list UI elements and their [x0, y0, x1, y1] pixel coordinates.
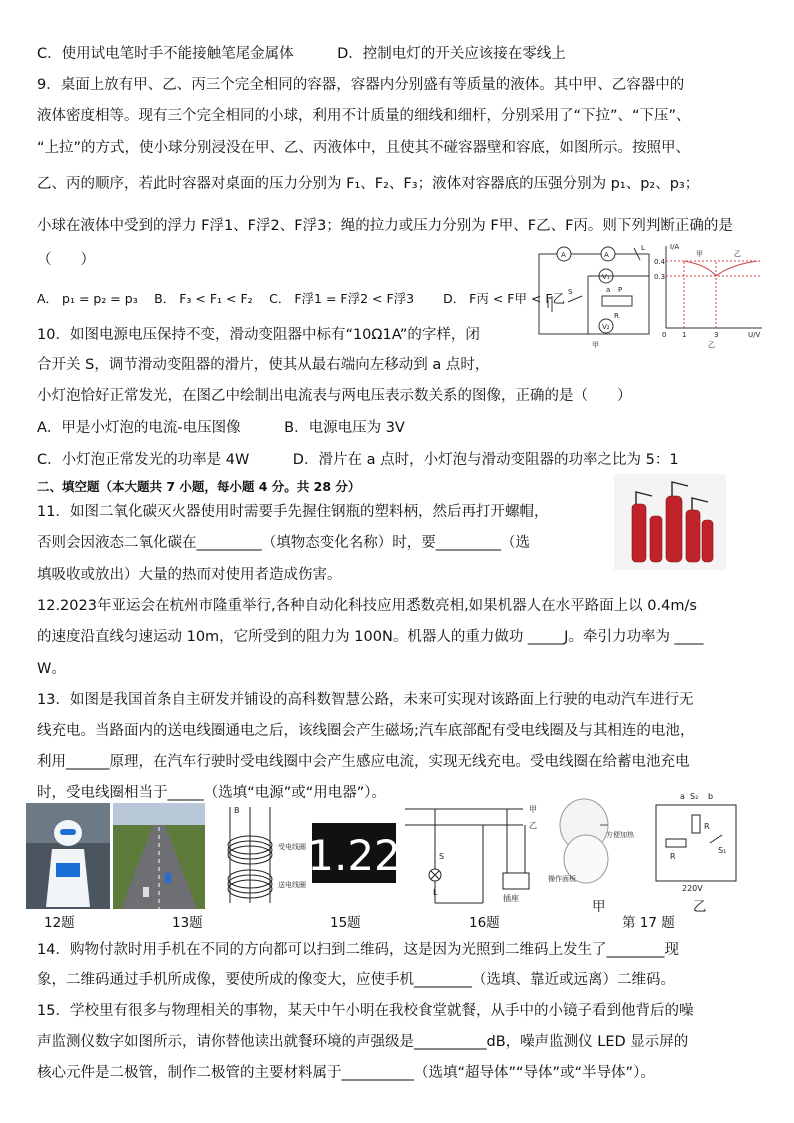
household-circuit	[405, 803, 545, 909]
svg-text:V₂: V₂	[602, 323, 610, 331]
question-15-text: 15．学校里有很多与物理相关的事物，某天中午小明在我校食堂就餐，从手中的小镜子看到他背后的噪	[37, 1003, 694, 1019]
question-14-text: 14．购物付款时用手机在不同的方向都可以扫到二维码，这是因为光照到二维码上发生了________现	[37, 942, 679, 958]
x-tick: 3	[714, 331, 719, 339]
r-label: R	[704, 822, 710, 831]
question-9-text: 小球在液体中受到的浮力 F浮1、F浮2、F浮3；绳的拉力或压力分别为 F甲、F乙、F丙。则下列判断正确的是	[37, 218, 733, 234]
neutral-wire-label: 乙	[529, 821, 537, 830]
y-tick: 0.3	[654, 273, 666, 281]
s1-label: S₁	[718, 846, 727, 855]
fire-extinguisher-photo	[614, 474, 726, 570]
y-axis-label: I/A	[670, 243, 680, 251]
curve-label: 乙	[734, 250, 741, 258]
receive-coil-label: 受电线圈	[278, 843, 306, 851]
x-tick: 1	[682, 331, 687, 339]
question-9-options: A． p₁ = p₂ = p₃ B． F₃ < F₁ < F₂ C． F浮1 = F浮2 < F浮3 D． F丙 < F甲 < F乙	[37, 291, 566, 306]
caption-17: 第 17 题	[622, 915, 675, 931]
svg-text:a: a	[606, 286, 611, 294]
option-line: C．使用试电笔时手不能接触笔尾金属体 D．控制电灯的开关应该接在零线上	[37, 46, 566, 62]
noise-display	[307, 823, 401, 883]
question-11-text: 11．如图二氧化碳灭火器使用时需要手先握住钢瓶的塑料柄，然后再打开螺帽，	[37, 504, 549, 520]
question-10-option: A．甲是小灯泡的电流-电压图像 B．电源电压为 3V	[37, 420, 405, 436]
x-tick: 0	[662, 331, 667, 339]
question-12-text: 的速度沿直线匀速运动 10m，它所受到的阻力为 100N。机器人的重力做功 _____J。牵引力功率为 ____	[37, 629, 704, 645]
caption-12: 12题	[44, 915, 75, 931]
caption-17-jia: 甲	[592, 899, 606, 915]
heating-circuit	[648, 789, 744, 899]
question-11-text: 填吸收或放出）大量的热而对使用者造成伤害。	[37, 567, 342, 583]
x-axis-label: U/V	[748, 331, 761, 339]
section-heading: 二、填空题（本大题共 7 小题，每小题 4 分。共 28 分）	[37, 479, 361, 494]
svg-text:b: b	[708, 792, 714, 801]
coil-diagram	[210, 803, 310, 909]
question-13-text: 13．如图是我国首条自主研发并铺设的高科数智慧公路，未来可实现对该路面上行驶的电动汽车进行无	[37, 692, 694, 708]
question-12-text: 12.2023年亚运会在杭州市隆重举行,各种自动化科技应用悉数亮相,如果机器人在水平路面上以 0.4m/s	[37, 598, 697, 614]
heat-label: 方便加热	[606, 831, 634, 839]
question-9-text: 9．桌面上放有甲、乙、丙三个完全相同的容器，容器内分别盛有等质量的液体。其中甲、乙容器中的	[37, 77, 685, 93]
y-tick: 0.4	[654, 258, 666, 266]
svg-text:a: a	[680, 792, 685, 801]
svg-text:A: A	[604, 251, 609, 259]
question-13-text: 时，受电线圈相当于_____（选填“电源”或“用电器”）。	[37, 785, 387, 801]
svg-text:P: P	[618, 286, 623, 294]
caption-13: 13题	[172, 915, 203, 931]
lamp-label: L	[433, 888, 438, 897]
r-label: R	[670, 852, 676, 861]
panel-label: 操作面板	[548, 875, 576, 883]
svg-text:A: A	[561, 251, 566, 259]
question-13-text: 线充电。当路面内的送电线圈通电之后，该线圈会产生磁场;汽车底部配有受电线圈及与其相连的电池，	[37, 723, 695, 739]
caption-17-yi: 乙	[693, 899, 707, 915]
toilet-seat-photo	[546, 795, 646, 899]
svg-text:V₁: V₁	[602, 273, 610, 281]
question-15-text: 核心元件是二极管，制作二极管的主要材料属于__________（选填“超导体”“导体”或“半导体”）。	[37, 1065, 655, 1081]
curve-label: 甲	[696, 250, 703, 258]
send-coil-label: 送电线圈	[278, 881, 306, 889]
question-9-text: 液体密度相等。现有三个完全相同的小球，利用不计质量的细线和细杆，分别采用了“下拉”、“下压”、	[37, 108, 691, 124]
answer-bracket: （ ）	[37, 252, 95, 268]
svg-text:L: L	[641, 244, 645, 252]
voltage-label: 220V	[682, 884, 703, 893]
s2-label: S₂	[690, 792, 699, 801]
question-10-text: 10．如图电源电压保持不变，滑动变阻器中标有“10Ω1A”的字样，闭	[37, 327, 480, 343]
graph-label: 乙	[708, 341, 715, 349]
svg-text:R: R	[614, 312, 619, 320]
question-10-text: 小灯泡恰好正常发光，在图乙中绘制出电流表与两电压表示数关系的图像，正确的是（ ）	[37, 388, 632, 404]
question-11-text: 否则会因液态二氧化碳在_________（填物态变化名称）时，要_________（选	[37, 535, 530, 551]
svg-text:S: S	[568, 288, 573, 296]
caption-16: 16题	[469, 915, 500, 931]
question-15-text: 声监测仪数字如图所示，请你替他读出就餐环境的声强级是__________dB，噪声监测仪 LED 显示屏的	[37, 1034, 689, 1050]
question-9-text: 乙、丙的顺序，若此时容器对桌面的压力分别为 F₁、F₂、F₃；液体对容器底的压强分别为 p₁、p₂、p₃；	[37, 176, 700, 192]
question-9-text: “上拉”的方式，使小球分别浸没在甲、乙、丙液体中，且使其不碰容器壁和容底，如图所示。按照甲、	[37, 140, 691, 156]
robot-photo	[26, 803, 110, 909]
highway-photo	[113, 803, 205, 909]
question-13-text: 利用______原理，在汽车行驶时受电线圈中会产生感应电流，实现无线充电。受电线圈在给蓄电池充电	[37, 754, 690, 770]
question-10-option: C．小灯泡正常发光的功率是 4W D．滑片在 a 点时，小灯泡与滑动变阻器的功率之比为 5：1	[37, 452, 679, 468]
socket-label: 插座	[503, 894, 519, 903]
circuit-label: 甲	[592, 341, 599, 349]
graph-10	[652, 240, 772, 350]
live-wire-label: 甲	[529, 805, 537, 814]
circuit-diagram-10	[536, 240, 658, 350]
question-14-text: 象，二维码通过手机所成像，要使所成的像变大，应使手机________（选填、靠近或远离）二维码。	[37, 972, 675, 988]
caption-15: 15题	[330, 915, 361, 931]
field-label: B	[234, 806, 240, 815]
question-10-text: 合开关 S，调节滑动变阻器的滑片，使其从最右端向左移动到 a 点时，	[37, 357, 490, 373]
noise-reading: 1.22	[307, 831, 401, 880]
switch-label: S	[439, 852, 445, 861]
question-12-text: W。	[37, 661, 66, 677]
